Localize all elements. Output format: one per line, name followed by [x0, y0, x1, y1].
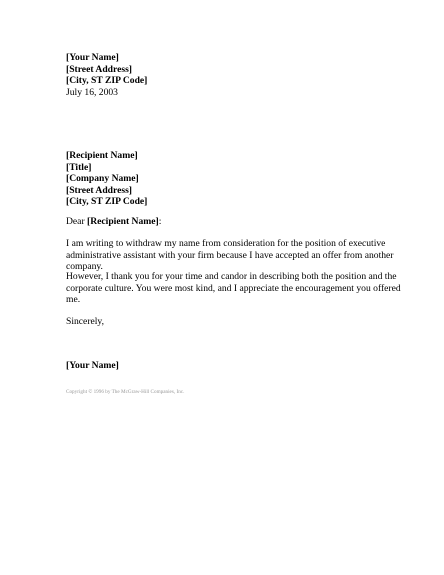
sender-street: [Street Address] [66, 63, 132, 75]
salutation [66, 216, 404, 228]
sender-name: [Your Name] [66, 52, 119, 63]
salutation-prefix: Dear [66, 216, 88, 227]
signature-name: [Your Name] [66, 360, 119, 371]
copyright-notice: Copyright © 1996 by The McGraw-Hill Companies, Inc. [66, 389, 185, 395]
recipient-address-block [66, 150, 404, 208]
salutation-name: [Recipient Name] [87, 216, 159, 227]
body-paragraph-2 [66, 271, 404, 306]
salutation-suffix: : [158, 216, 162, 227]
recipient-name: [Recipient Name] [66, 150, 138, 161]
sender-city: [City, ST ZIP Code] [66, 75, 148, 86]
paragraph-2-line: However, I thank you for your time and candor in describing both the position and the [66, 271, 397, 282]
closing: Sincerely, [66, 316, 105, 327]
sender-address-block [66, 52, 404, 98]
paragraph-1-line: company. [66, 261, 103, 272]
body-paragraph-1 [66, 238, 404, 273]
recipient-company: [Company Name] [66, 173, 139, 184]
paragraph-2-line: corporate culture. You were most kind, and I appreciate the encouragement you offered [66, 282, 401, 294]
paragraph-2-line: me. [66, 294, 81, 305]
paragraph-1-line: administrative assistant with your firm because I have accepted an offer from another [66, 249, 394, 261]
recipient-city: [City, ST ZIP Code] [66, 196, 148, 207]
recipient-title: [Title] [66, 161, 92, 173]
recipient-street: [Street Address] [66, 184, 132, 196]
paragraph-1-line: I am writing to withdraw my name from consideration for the position of executive [66, 238, 386, 249]
letter-date: July 16, 2003 [66, 86, 118, 98]
